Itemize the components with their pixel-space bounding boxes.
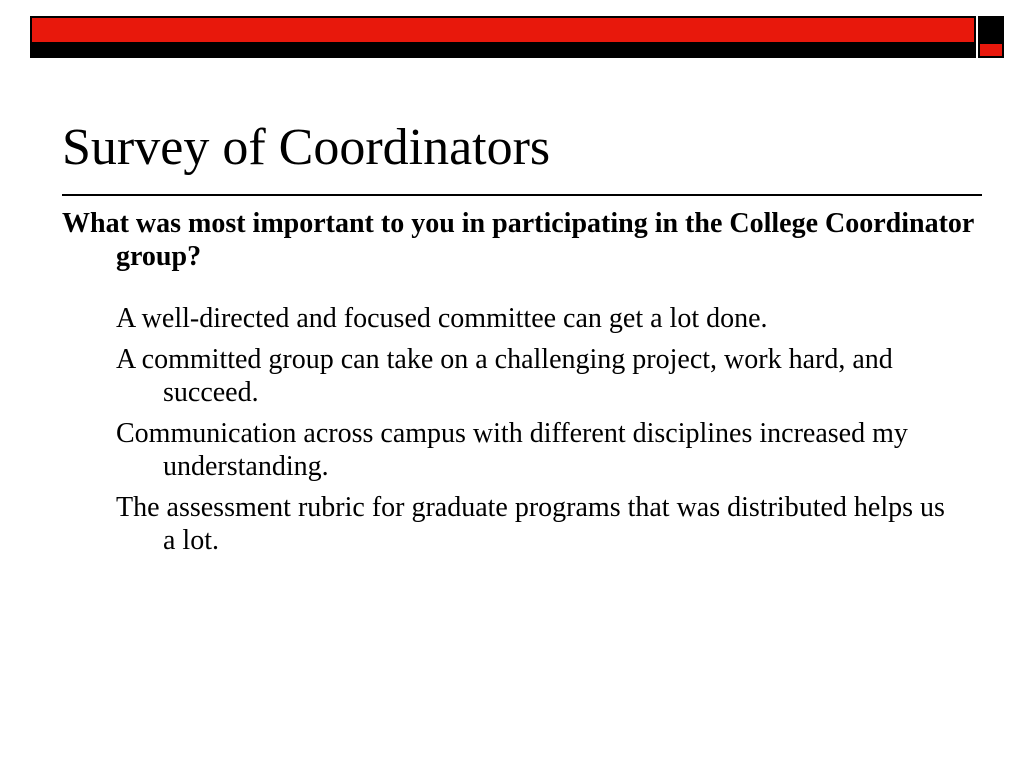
survey-question: What was most important to you in participating in the College Coordinator group?	[62, 208, 974, 272]
top-decorative-bar	[30, 16, 976, 58]
answer-item: A well-directed and focused committee can get a lot done.	[116, 303, 768, 334]
corner-black-square	[978, 16, 1004, 42]
top-bar-red-stripe	[32, 18, 974, 42]
title-underline	[62, 194, 982, 196]
answer-list	[116, 302, 956, 565]
answer-item: The assessment rubric for graduate programs that was distributed helps us a lot.	[116, 492, 945, 556]
answer-item: A committed group can take on a challenging project, work hard, and succeed.	[116, 344, 893, 408]
answer-item: Communication across campus with different disciplines increased my understanding.	[116, 418, 908, 482]
corner-red-square	[978, 42, 1004, 58]
slide-title: Survey of Coordinators	[62, 119, 551, 176]
